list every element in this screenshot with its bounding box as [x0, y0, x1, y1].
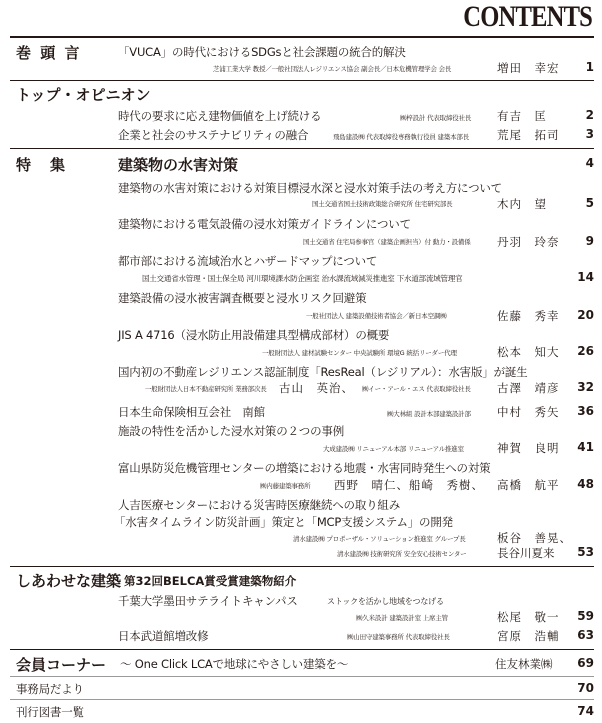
- article-affiliation: 国土交通省国土技術政策総合研究所 住宅研究部長: [312, 200, 453, 208]
- page-number: 74: [577, 704, 594, 718]
- article-author: 増田 幸宏: [497, 61, 560, 75]
- section-subtitle: 第32回BELCA賞受賞建築物紹介: [124, 574, 297, 588]
- section-label-kaiin: 会員コーナー: [16, 656, 107, 674]
- article-author: 佐藤 秀幸: [497, 309, 560, 323]
- article-author: 神賀 良明: [497, 441, 560, 455]
- article-author: 宮原 浩輔: [497, 629, 560, 643]
- page-number: 63: [577, 628, 594, 642]
- article-title[interactable]: JIS A 4716（浸水防止用設備建具型構成部材）の概要: [118, 328, 390, 342]
- article-affiliation: ㈱イー・アール・エス 代表取締役社長: [362, 385, 471, 393]
- article-title[interactable]: 富山県防災危機管理センターの増築における地震・水害同時発生への対策: [118, 461, 491, 475]
- article-title[interactable]: ～ One Click LCAで地球にやさしい建築を～: [120, 657, 349, 671]
- article-author: 木内 望: [497, 197, 547, 211]
- article-affiliation: 飛島建設㈱ 代表取締役専務執行役員 建築本部長: [333, 133, 470, 141]
- page-number: 4: [585, 156, 594, 170]
- section-label-kantougen: 巻 頭 言: [16, 44, 82, 62]
- feature-theme[interactable]: 建築物の水害対策: [118, 156, 239, 174]
- section-label-tokushu: 特 集: [16, 156, 68, 174]
- article-affiliation: ㈱内藤建築事務所: [260, 482, 311, 490]
- article-author: 西野 晴仁、船崎 秀樹、: [334, 478, 484, 492]
- article-author: 有吉 匡: [497, 109, 547, 123]
- article-title[interactable]: 日本生命保険相互会社 南館: [118, 405, 265, 419]
- article-affiliation: 一般財団法人 建材試験センター 中央試験所 環境G 統括リーダー代理: [262, 349, 457, 357]
- section-divider: [10, 80, 594, 81]
- article-author: 古山 英治、: [279, 381, 354, 395]
- header-rule: [10, 36, 594, 38]
- page-number: 5: [585, 196, 594, 210]
- page-number: 20: [577, 308, 594, 322]
- article-affiliation: ㈱久米設計 建築設計室 上席主管: [356, 614, 448, 622]
- article-author: 荒尾 拓司: [497, 128, 560, 142]
- page-number: 26: [577, 344, 594, 358]
- page-number: 32: [577, 380, 594, 394]
- page-number: 41: [577, 440, 594, 454]
- article-title[interactable]: 企業と社会のサステナビリティの融合: [118, 128, 309, 142]
- article-title[interactable]: 千葉大学墨田サテライトキャンパス: [118, 594, 298, 608]
- article-title[interactable]: 国内初の不動産レジリエンス認証制度「ResReal（レジリアル）：水害版」が誕生: [118, 365, 528, 379]
- article-title[interactable]: 施設の特性を活かした浸水対策の２つの事例: [118, 424, 344, 438]
- article-author: 板谷 善晃、: [497, 531, 572, 545]
- article-title[interactable]: 「VUCA」の時代におけるSDGsと社会課題の統合的解決: [118, 45, 406, 59]
- article-affiliation: 大成建設㈱ リニューアル本部 リニューアル推進室: [323, 445, 464, 453]
- article-author: 長谷川夏来: [497, 546, 555, 560]
- article-title[interactable]: 建築物における電気設備の浸水対策ガイドラインについて: [118, 217, 411, 231]
- article-title[interactable]: 日本武道館増改修: [118, 629, 209, 643]
- section-divider: [10, 676, 594, 677]
- section-divider: [10, 148, 594, 149]
- article-title[interactable]: 人吉医療センターにおける災害時医療継続への取り組み: [118, 498, 401, 512]
- article-author: 丹羽 玲奈: [497, 235, 560, 249]
- page-number: 3: [585, 127, 594, 141]
- section-label-top-opinion: トップ・オピニオン: [16, 86, 151, 104]
- section-label-shiawase: しあわせな建築: [16, 572, 122, 590]
- article-affiliation: ㈱大林組 設計本部建築設計部: [387, 410, 471, 418]
- article-affiliation: 国土交通省 住宅局参事官（建築企画担当）付 動力・設備係: [303, 238, 471, 246]
- page-number: 70: [577, 681, 594, 695]
- page-number: 9: [585, 234, 594, 248]
- page-number: 69: [577, 656, 594, 670]
- article-title[interactable]: 都市部における流域治水とハザードマップについて: [118, 254, 378, 268]
- article-author: 住友林業㈱: [495, 657, 553, 671]
- article-title-line2[interactable]: 「水害タイムライン防災計画」策定と「MCP支援システム」の開発: [114, 515, 453, 529]
- article-author: 松尾 敬一: [497, 610, 560, 624]
- article-affiliation: 清水建設㈱ プロポーザル・ソリューション推進室 グループ長: [293, 535, 466, 543]
- article-title[interactable]: 建築物の水害対策における対策目標浸水深と浸水対策手法の考え方について: [118, 181, 502, 195]
- article-affiliation: 清水建設㈱ 技術研究所 安全安心技術センター: [337, 550, 467, 558]
- article-affiliation: 一般財団法人日本不動産研究所 業務部次長: [145, 385, 267, 393]
- article-author: 高橋 航平: [497, 478, 560, 492]
- article-author: 松本 知大: [497, 345, 560, 359]
- article-affiliation: ㈱梓設計 代表取締役社長: [400, 114, 472, 122]
- article-affiliation: 芝浦工業大学 教授／一般社団法人レジリエンス協会 副会長／日本危機管理学会 会長: [213, 65, 452, 73]
- article-title[interactable]: 時代の要求に応え建物価値を上げ続ける: [118, 109, 322, 123]
- article-title[interactable]: 建築設備の浸水被害調査概要と浸水リスク回避策: [118, 291, 367, 305]
- page-number: 48: [577, 477, 594, 491]
- article-affiliation: ㈱山田守建築事務所 代表取締役社長: [347, 633, 450, 641]
- article-author: 古澤 靖彦: [497, 381, 560, 395]
- page-number: 14: [577, 270, 594, 284]
- section-divider: [10, 699, 594, 700]
- article-subtitle: ストックを活かし地域をつなげる: [327, 597, 444, 606]
- page-number: 59: [577, 609, 594, 623]
- section-label-jimukyoku[interactable]: 事務局だより: [16, 682, 84, 696]
- article-author: 中村 秀矢: [497, 405, 560, 419]
- article-affiliation: 一般社団法人 建築設備技術者協会／新日本空調㈱: [306, 312, 447, 320]
- page-number: 36: [577, 404, 594, 418]
- section-label-kankou[interactable]: 刊行図書一覧: [16, 705, 84, 719]
- article-affiliation: 国土交通省水管理・国土保全局 河川環境課水防企画室 治水課流域減災推進室 下水道部流域管理官: [142, 274, 463, 283]
- page-number: 2: [585, 108, 594, 122]
- section-divider: [10, 566, 594, 567]
- page-number: 1: [585, 60, 594, 74]
- section-divider: [10, 649, 594, 650]
- page-title: CONTENTS: [463, 0, 592, 33]
- page-number: 53: [577, 545, 594, 559]
